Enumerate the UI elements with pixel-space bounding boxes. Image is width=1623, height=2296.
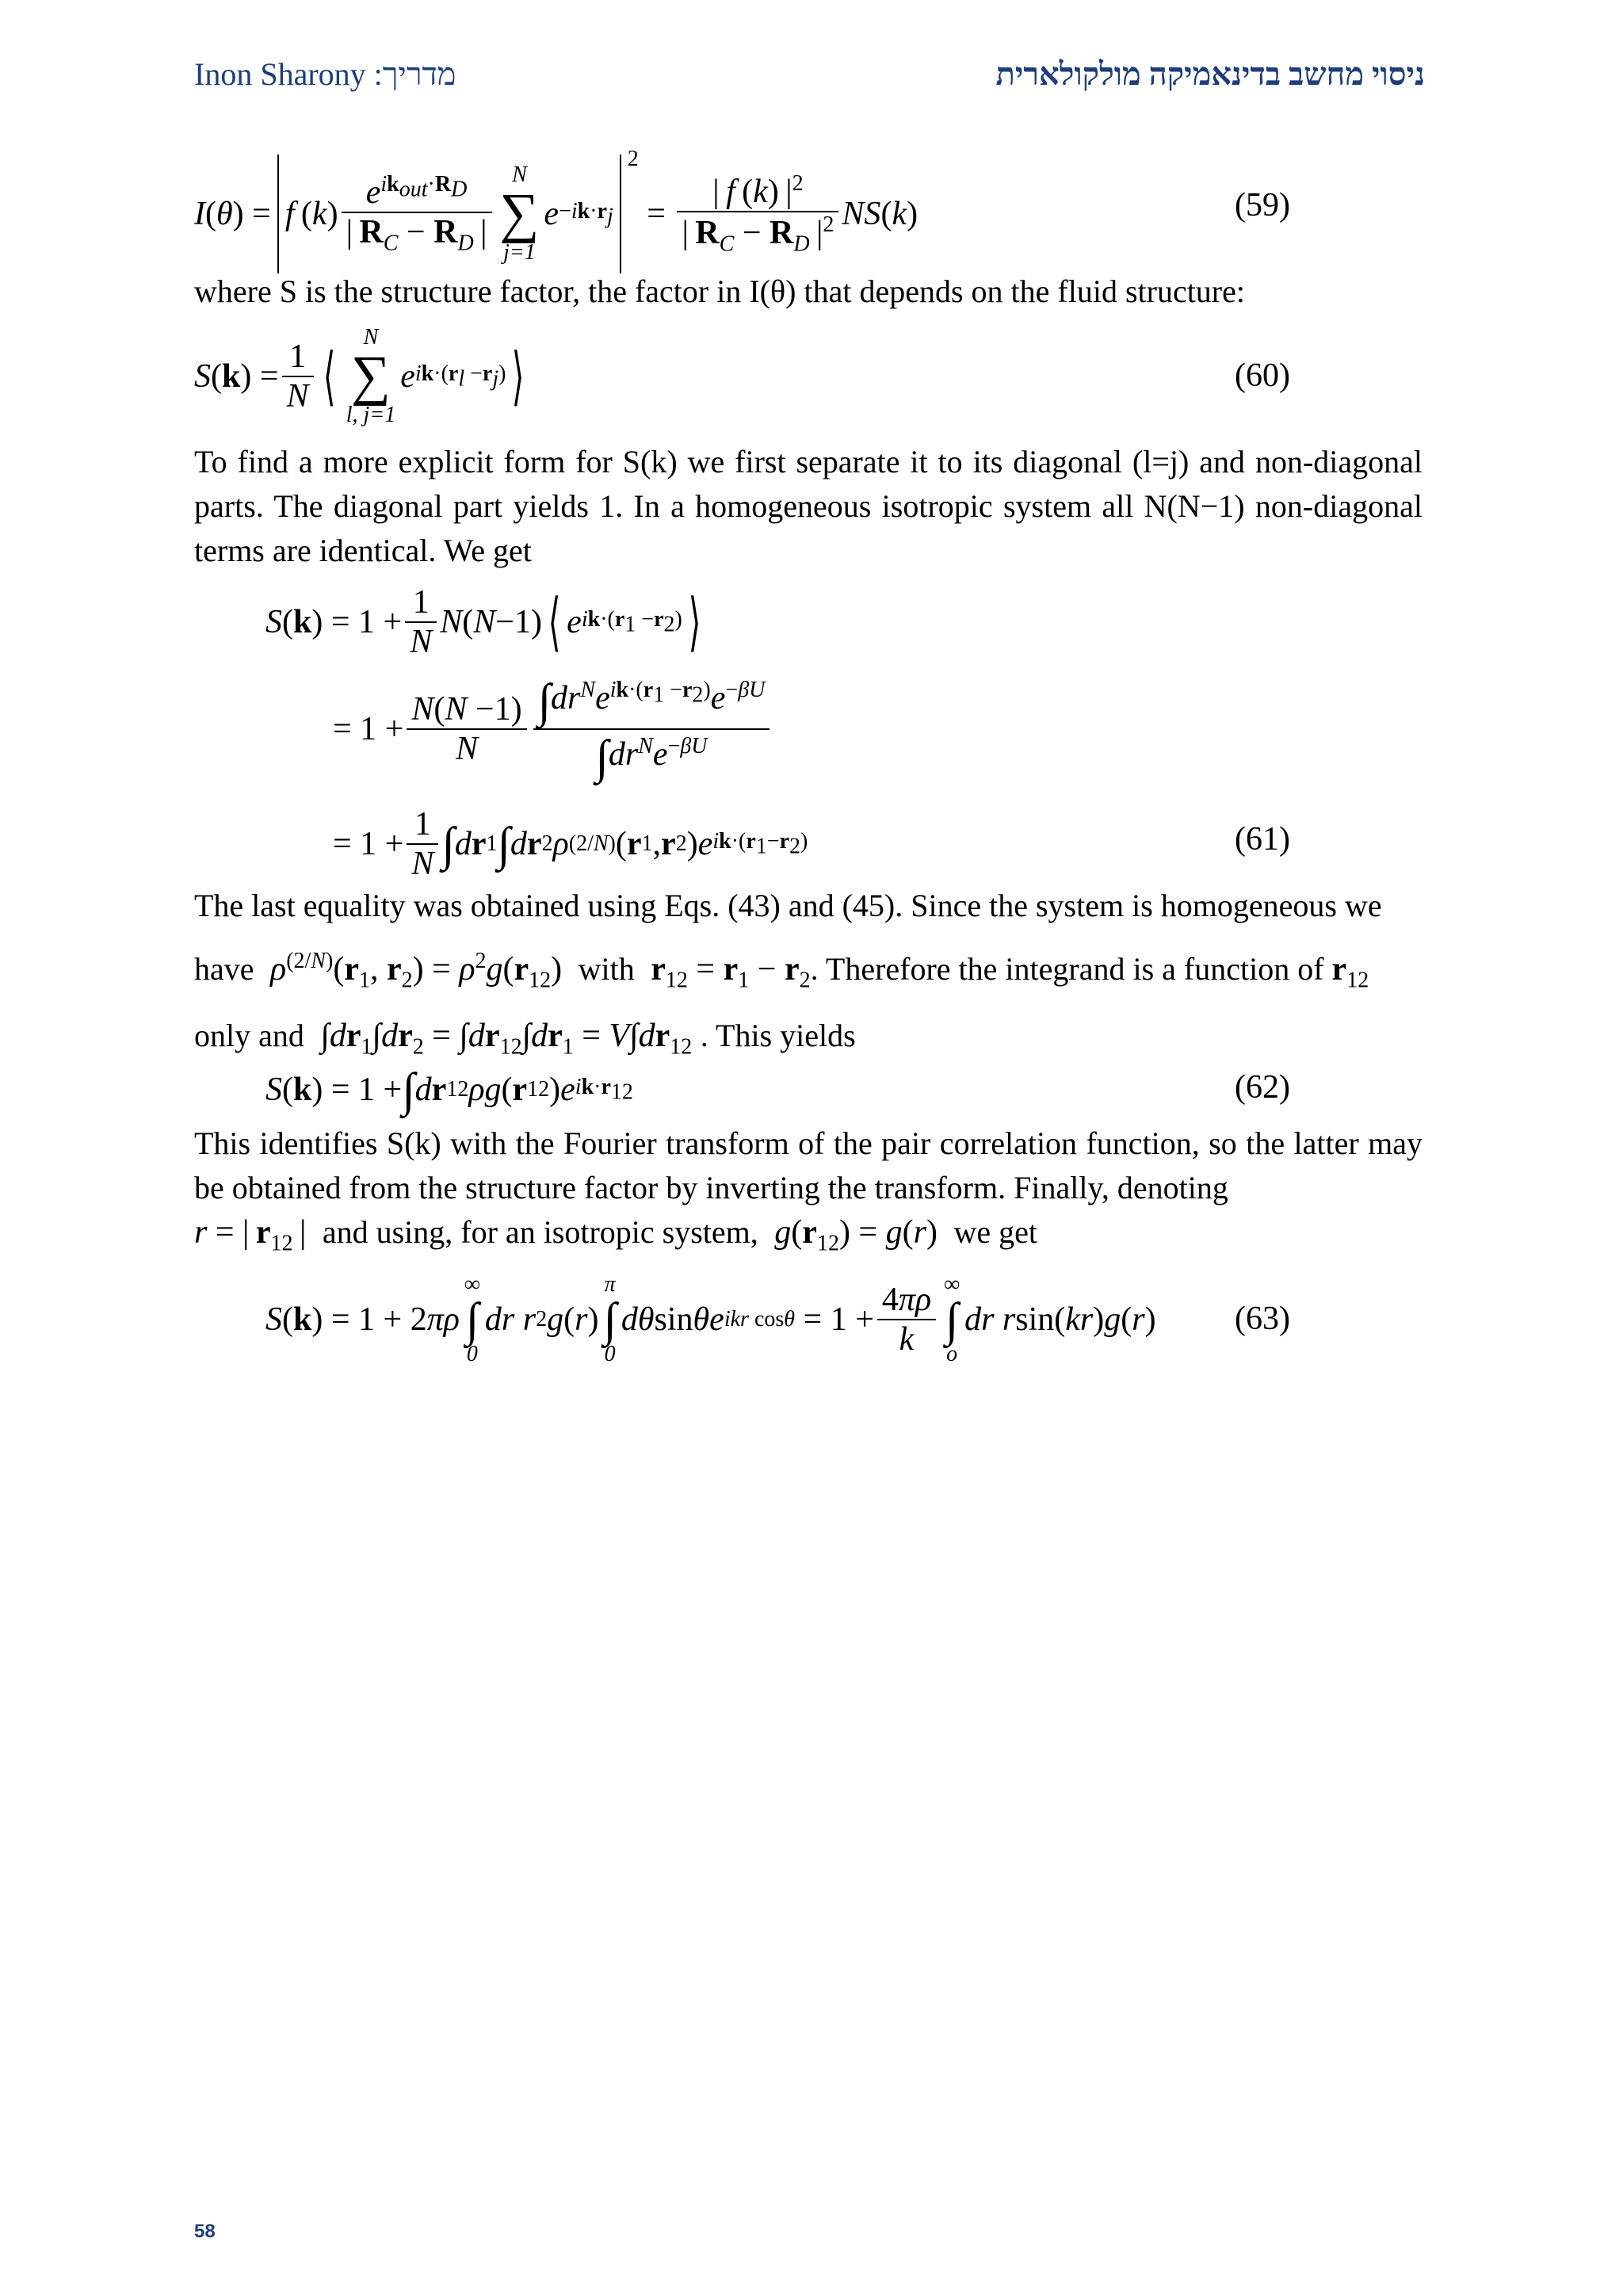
- equation-60: S ( k ) = $\frac{1}{N}$ ⟨ N ∑ l, j=1 e $ik\cdot(r_l -r_j)$ ⟩: [194, 325, 525, 427]
- inline-math-g-def: $g(r_{12}) = g(r)$: [774, 1214, 946, 1256]
- paragraph-structure-factor: where S is the structure factor, the factor in I(θ) that depends on the fluid structure:: [194, 273, 1245, 309]
- inline-math-r12: $r_{12} = r_1 - r_2$: [651, 951, 811, 993]
- equation-62-label: (62): [1235, 1069, 1290, 1106]
- equation-62: S ( k ) = 1 + ∫ d r 12 ρg ( r 12 ) e $ik\cdot r_{12}$: [265, 1063, 633, 1116]
- text-we-get: we get: [953, 1214, 1037, 1250]
- inline-math-r12b: $r_{12}$: [1331, 951, 1369, 993]
- header-author: Inon Sharony :מדריך: [194, 56, 456, 92]
- text-this-yields: . This yields: [700, 1018, 856, 1054]
- paragraph-fourier: [194, 1121, 1423, 1266]
- text-have: have: [194, 951, 254, 987]
- paragraph-diagonal: To find a more explicit form for S(k) we first separate it to its diagonal (l=j) and non-diagonal parts. The diagonal part yields 1. In a homogeneous isotropic system all N(N−1) non-diagonal terms are identical. We get: [194, 444, 1423, 568]
- inline-math-rho2: $\rho^{(2/N)}(r_1$, $r_2) = \rho^2g(r_{12})$: [270, 949, 571, 993]
- equation-61-line2: = 1 + $\frac{N(N -1)}{N}$ $\frac{\int dr^Ne^{ik\cdot(r_1 -r_2)}e^{-\beta U}}{\int dr^Ne^{-\beta U}}$: [333, 670, 773, 789]
- paragraph-homogeneous: [194, 884, 1423, 1070]
- equation-61-line3: = 1 + $\frac{1}{N}$ ∫ d r 1 ∫ d r 2 ρ (2/N) ( r 1 , r 2 ) e $ik\cdot(r_1-r_2)$: [333, 806, 808, 882]
- equation-63: S ( k ) = 1 + 2 πρ ∞ ∫ 0 dr r 2 g ( r ) π ∫ 0 dθ sin θe ikr cosθ = 1 + $\frac{4\pi\rho}{k}$ ∞ ∫ o dr r sin( kr ) g ( r ): [265, 1272, 1156, 1366]
- equation-60-label: (60): [1235, 357, 1290, 394]
- paragraph-homogeneous-line1: The last equality was obtained using Eqs. (43) and (45). Since the system is homogeneous we: [194, 888, 1382, 923]
- inline-math-integral-identity: $\int dr_1\int dr_2 = \int dr_{12}\int dr_1 = V\int dr_{12}$: [311, 1018, 693, 1060]
- equation-59: I ( θ ) = f ( k ) $\frac{e^{ik_{out}\cdot R_D}}{| R_C - R_D |}$ N ∑ j=1 e $-ik\cdot r_j$ $^2$ = $\frac{| f (k) |^2}{| R_C - R_D |^2}$ NS ( k ): [194, 147, 918, 281]
- paragraph-fourier-text: This identifies S(k) with the Fourier transform of the pair correlation function, so the latter may be obtained from the structure factor by inverting the transform. Finally, denoting: [194, 1125, 1423, 1205]
- text-therefore: . Therefore the integrand is a function of: [810, 951, 1324, 987]
- text-using: and using, for an isotropic system,: [322, 1214, 758, 1250]
- equation-61-line1: S ( k ) = 1 + $\frac{1}{N}$ N ( N −1) ⟨ e $ik\cdot(r_1 -r_2)$ ⟩: [265, 584, 701, 660]
- equation-61-label: (61): [1235, 821, 1290, 858]
- equation-59-label: (59): [1235, 187, 1290, 223]
- page-number: 58: [194, 2221, 216, 2242]
- text-with: with: [578, 951, 635, 987]
- inline-math-r-def: r = | $r_{12}$ |: [194, 1214, 315, 1256]
- text-only-and: only and: [194, 1018, 304, 1054]
- equation-63-label: (63): [1235, 1301, 1290, 1337]
- header-title: ניסוי מחשב בדינאמיקה מולקולארית: [995, 56, 1425, 92]
